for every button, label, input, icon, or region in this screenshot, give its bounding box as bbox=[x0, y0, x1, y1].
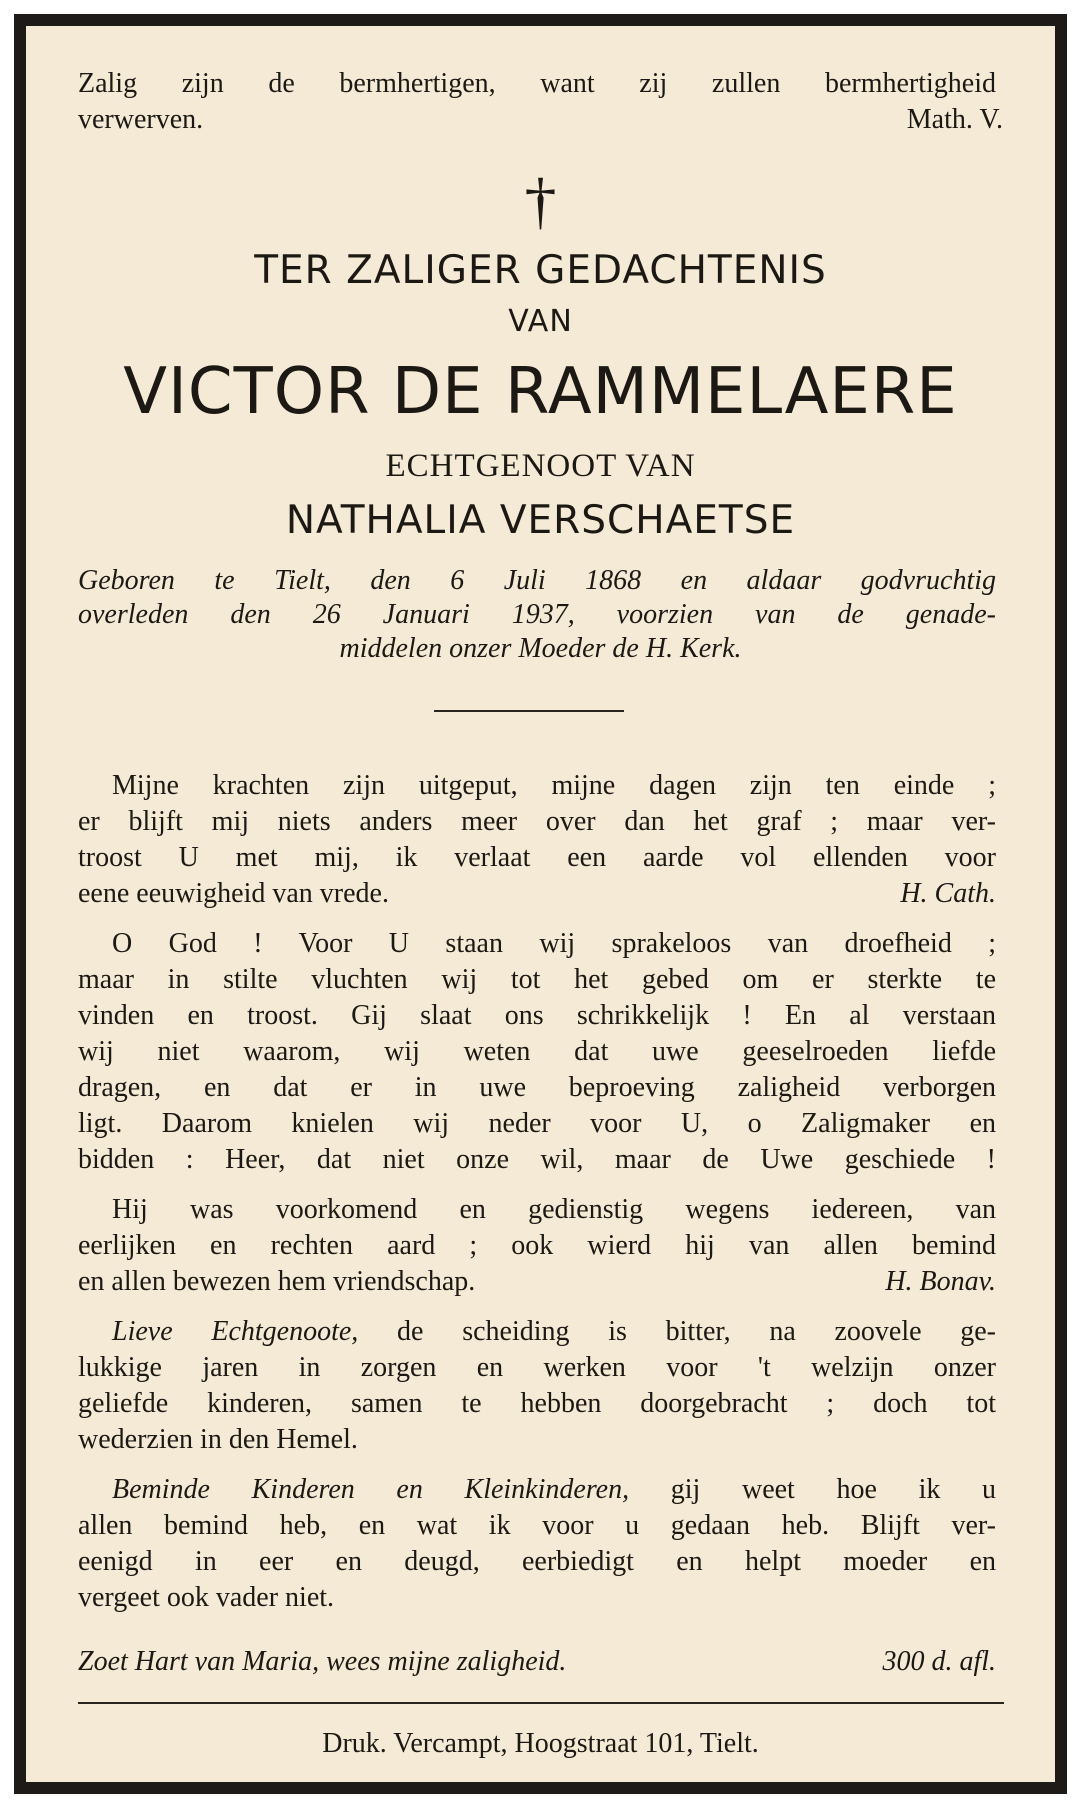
memory-heading: TER ZALIGER GEDACHTENIS bbox=[254, 248, 827, 293]
para4-line-3: geliefde kinderen, samen te hebben doorgebracht ; doch tot bbox=[78, 1388, 996, 1419]
para5-line-2: allen bemind heb, en wat ik voor u gedaan heb. Blijft ver- bbox=[78, 1510, 996, 1541]
spouse-name: NATHALIA VERSCHAETSE bbox=[285, 498, 796, 543]
para4-line-1 bbox=[112, 1314, 996, 1350]
para1-attribution: H. Cath. bbox=[900, 878, 996, 909]
para2-line-5: dragen, en dat er in uwe beproeving zaligheid verborgen bbox=[78, 1072, 996, 1103]
para3-line-3: en allen bewezen hem vriendschap. bbox=[78, 1266, 476, 1297]
bottom-rule bbox=[78, 1702, 1004, 1704]
bio-line-3: middelen onzer Moeder de H. Kerk. bbox=[339, 633, 742, 664]
memorial-card bbox=[14, 14, 1067, 1794]
spouse-of-label: ECHTGENOOT VAN bbox=[385, 448, 696, 484]
prayer-text: Zoet Hart van Maria, wees mijne zaligheid. bbox=[78, 1646, 567, 1677]
para2-line-1: O God ! Voor U staan wij sprakeloos van droefheid ; bbox=[112, 928, 996, 959]
para4-line-2: lukkige jaren in zorgen en werken voor 't welzijn onzer bbox=[78, 1352, 996, 1383]
para5-lead: Beminde Kinderen en Kleinkinderen, bbox=[112, 1474, 630, 1505]
para3-line-2: eerlijken en rechten aard ; ook wierd hij van allen bemind bbox=[78, 1230, 996, 1261]
para3-line-1: Hij was voorkomend en gedienstig wegens iedereen, van bbox=[112, 1194, 996, 1225]
indulgence-note: 300 d. afl. bbox=[882, 1646, 996, 1677]
deceased-name: VICTOR DE RAMMELAERE bbox=[123, 355, 958, 429]
bio-line-2: overleden den 26 Januari 1937, voorzien van de genade- bbox=[78, 599, 996, 630]
epigraph-reference: Math. V. bbox=[906, 104, 1003, 135]
card-paper bbox=[26, 26, 1055, 1782]
printer-imprint: Druk. Vercampt, Hoogstraat 101, Tielt. bbox=[322, 1728, 759, 1759]
para4-lead: Lieve Echtgenoote, bbox=[112, 1316, 359, 1347]
para2-line-2: maar in stilte vluchten wij tot het gebed om er sterkte te bbox=[78, 964, 996, 995]
para2-line-6: ligt. Daarom knielen wij neder voor U, o Zaligmaker en bbox=[78, 1108, 996, 1139]
para1-line-2: er blijft mij niets anders meer over dan het graf ; maar ver- bbox=[78, 806, 996, 837]
epigraph-line-1: Zalig zijn de bermhertigen, want zij zullen bermhertigheid bbox=[78, 68, 996, 99]
bio-line-1: Geboren te Tielt, den 6 Juli 1868 en aldaar godvruchtig bbox=[78, 565, 996, 596]
para3-attribution: H. Bonav. bbox=[885, 1266, 996, 1297]
epigraph-line-2: verwerven. bbox=[78, 104, 204, 135]
para5-line-3: eenigd in eer en deugd, eerbiedigt en helpt moeder en bbox=[78, 1546, 996, 1577]
short-divider bbox=[434, 710, 624, 712]
para2-line-3: vinden en troost. Gij slaat ons schrikkelijk ! En al verstaan bbox=[78, 1000, 996, 1031]
para1-line-4: eene eeuwigheid van vrede. bbox=[78, 878, 389, 909]
van-heading: VAN bbox=[508, 304, 573, 339]
para2-line-7: bidden : Heer, dat niet onze wil, maar de Uwe geschiede ! bbox=[78, 1144, 996, 1175]
para1-line-1: Mijne krachten zijn uitgeput, mijne dagen zijn ten einde ; bbox=[112, 770, 996, 801]
para1-line-3: troost U met mij, ik verlaat een aarde vol ellenden voor bbox=[78, 842, 996, 873]
para4-line-4: wederzien in den Hemel. bbox=[78, 1424, 358, 1455]
para4-lead-rest: de scheiding is bitter, na zoovele ge- bbox=[397, 1316, 997, 1347]
para2-line-4: wij niet waarom, wij weten dat uwe geeselroeden liefde bbox=[78, 1036, 996, 1067]
para5-line-4: vergeet ook vader niet. bbox=[78, 1582, 335, 1613]
para5-line-1 bbox=[112, 1472, 996, 1508]
cross-icon: † bbox=[524, 165, 557, 236]
para5-lead-rest: gij weet hoe ik u bbox=[670, 1474, 997, 1505]
